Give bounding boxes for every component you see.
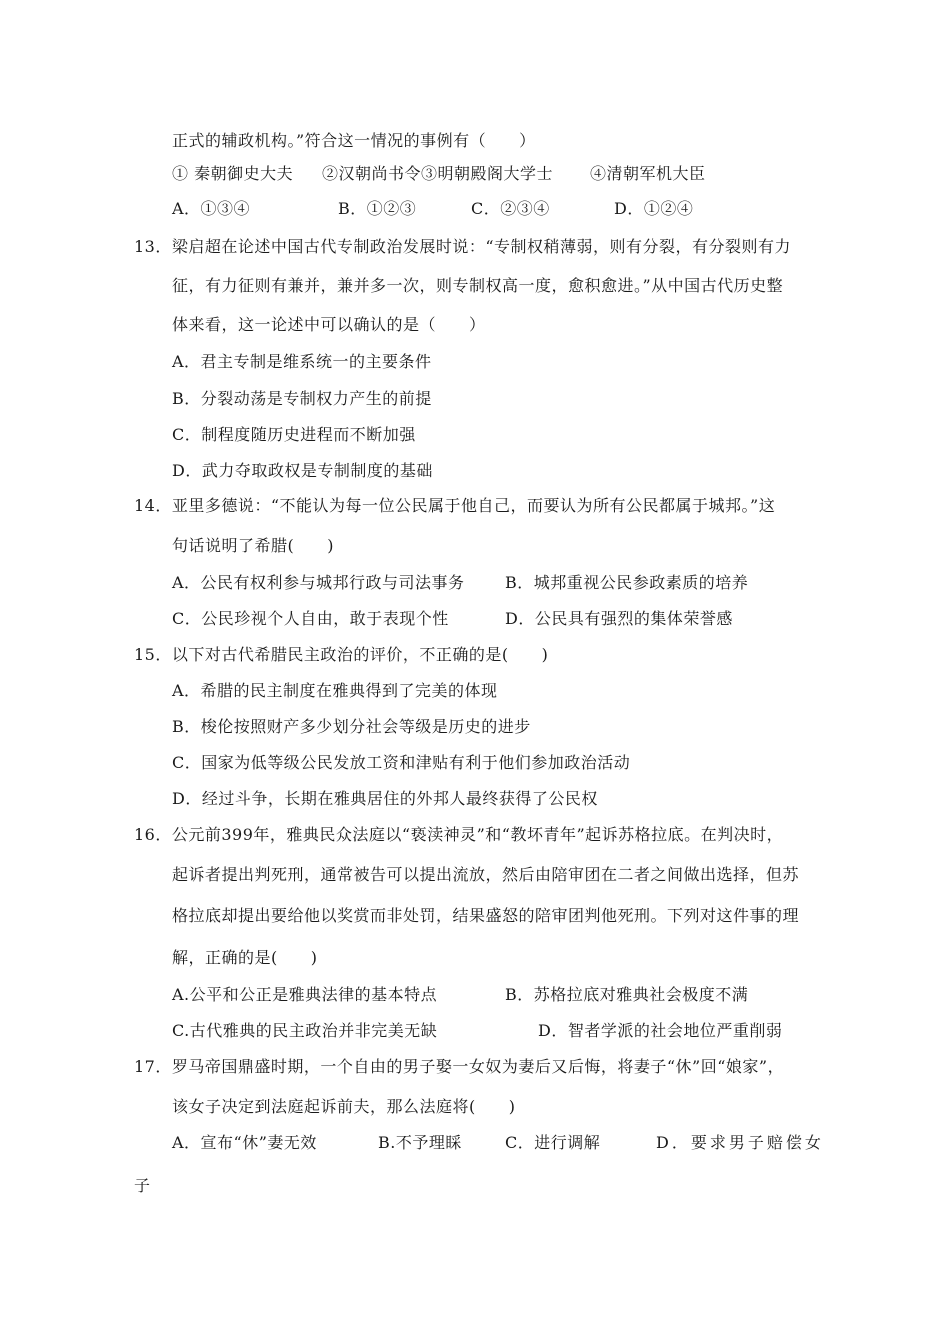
q17-option-d[interactable]: D．要求男子赔偿女: [656, 1133, 824, 1152]
q16-option-b[interactable]: B．苏格拉底对雅典社会极度不满: [505, 985, 749, 1004]
q16-stem-line-4: 解，正确的是( ): [172, 948, 318, 967]
q15-option-d[interactable]: D．经过斗争，长期在雅典居住的外邦人最终获得了公民权: [172, 789, 598, 808]
q12-option-c[interactable]: C．②③④: [471, 199, 550, 218]
q15-option-b[interactable]: B．梭伦按照财产多少划分社会等级是历史的进步: [172, 717, 531, 736]
q12-stem-tail: 正式的辅政机构。”符合这一情况的事例有（ ）: [172, 131, 536, 150]
q14-stem-line-1: 14．亚里多德说：“不能认为每一位公民属于他自己，而要认为所有公民都属于城邦。”这: [134, 496, 776, 515]
q12-option-b[interactable]: B．①②③: [338, 199, 417, 218]
q16-option-c[interactable]: C.古代雅典的民主政治并非完美无缺: [172, 1021, 438, 1040]
q16-option-a[interactable]: A.公平和公正是雅典法律的基本特点: [172, 985, 438, 1004]
q16-option-d[interactable]: D．智者学派的社会地位严重削弱: [538, 1021, 783, 1040]
q13-option-a[interactable]: A．君主专制是维系统一的主要条件: [172, 352, 432, 371]
q15-stem: 15．以下对古代希腊民主政治的评价，不正确的是( ): [134, 645, 549, 664]
q14-stem-line-2: 句话说明了希腊( ): [172, 536, 334, 555]
q14-option-b[interactable]: B．城邦重视公民参政素质的培养: [505, 573, 749, 592]
q16-stem-line-3: 格拉底却提出要给他以奖赏而非处罚，结果盛怒的陪审团判他死刑。下列对这件事的理: [172, 906, 800, 925]
q12-item-2: ②汉朝尚书令③明朝殿阁大学士: [322, 164, 554, 183]
q17-option-d-wrap: 子: [134, 1176, 151, 1195]
q16-stem-line-2: 起诉者提出判死刑，通常被告可以提出流放，然后由陪审团在二者之间做出选择，但苏: [172, 865, 800, 884]
q14-option-c[interactable]: C．公民珍视个人自由，敢于表现个性: [172, 609, 449, 628]
q13-stem-line-1: 13．梁启超在论述中国古代专制政治发展时说：“专制权稍薄弱，则有分裂，有分裂则有力: [134, 237, 792, 256]
q17-stem-line-1: 17．罗马帝国鼎盛时期，一个自由的男子娶一女奴为妻后又后悔，将妻子“休”回“娘家”，: [134, 1057, 785, 1076]
q12-item-1: ① 秦朝御史大夫: [172, 164, 294, 183]
q13-option-d[interactable]: D．武力夺取政权是专制制度的基础: [172, 461, 433, 480]
q13-stem-line-3: 体来看，这一论述中可以确认的是（ ）: [172, 315, 486, 334]
q15-option-a[interactable]: A．希腊的民主制度在雅典得到了完美的体现: [172, 681, 498, 700]
q12-option-a[interactable]: A．①③④: [172, 199, 251, 218]
q17-stem-line-2: 该女子决定到法庭起诉前夫，那么法庭将( ): [172, 1097, 516, 1116]
q16-stem-line-1: 16．公元前399年，雅典民众法庭以“亵渎神灵”和“教坏青年”起诉苏格拉底。在判决时，: [134, 825, 784, 844]
q14-option-d[interactable]: D．公民具有强烈的集体荣誉感: [505, 609, 733, 628]
q12-item-3: ④清朝军机大臣: [590, 164, 706, 183]
q13-stem-line-2: 征，有力征则有兼并，兼并多一次，则专制权高一度，愈积愈进。”从中国古代历史整: [172, 276, 784, 295]
q17-option-a[interactable]: A．宣布“休”妻无效: [172, 1133, 317, 1152]
q13-option-b[interactable]: B．分裂动荡是专制权力产生的前提: [172, 389, 432, 408]
q15-option-c[interactable]: C．国家为低等级公民发放工资和津贴有利于他们参加政治活动: [172, 753, 631, 772]
q13-option-c[interactable]: C．制程度随历史进程而不断加强: [172, 425, 416, 444]
q14-option-a[interactable]: A．公民有权利参与城邦行政与司法事务: [172, 573, 465, 592]
q17-option-c[interactable]: C．进行调解: [505, 1133, 601, 1152]
q17-option-b[interactable]: B.不予理睬: [378, 1133, 462, 1152]
q12-option-d[interactable]: D．①②④: [614, 199, 694, 218]
